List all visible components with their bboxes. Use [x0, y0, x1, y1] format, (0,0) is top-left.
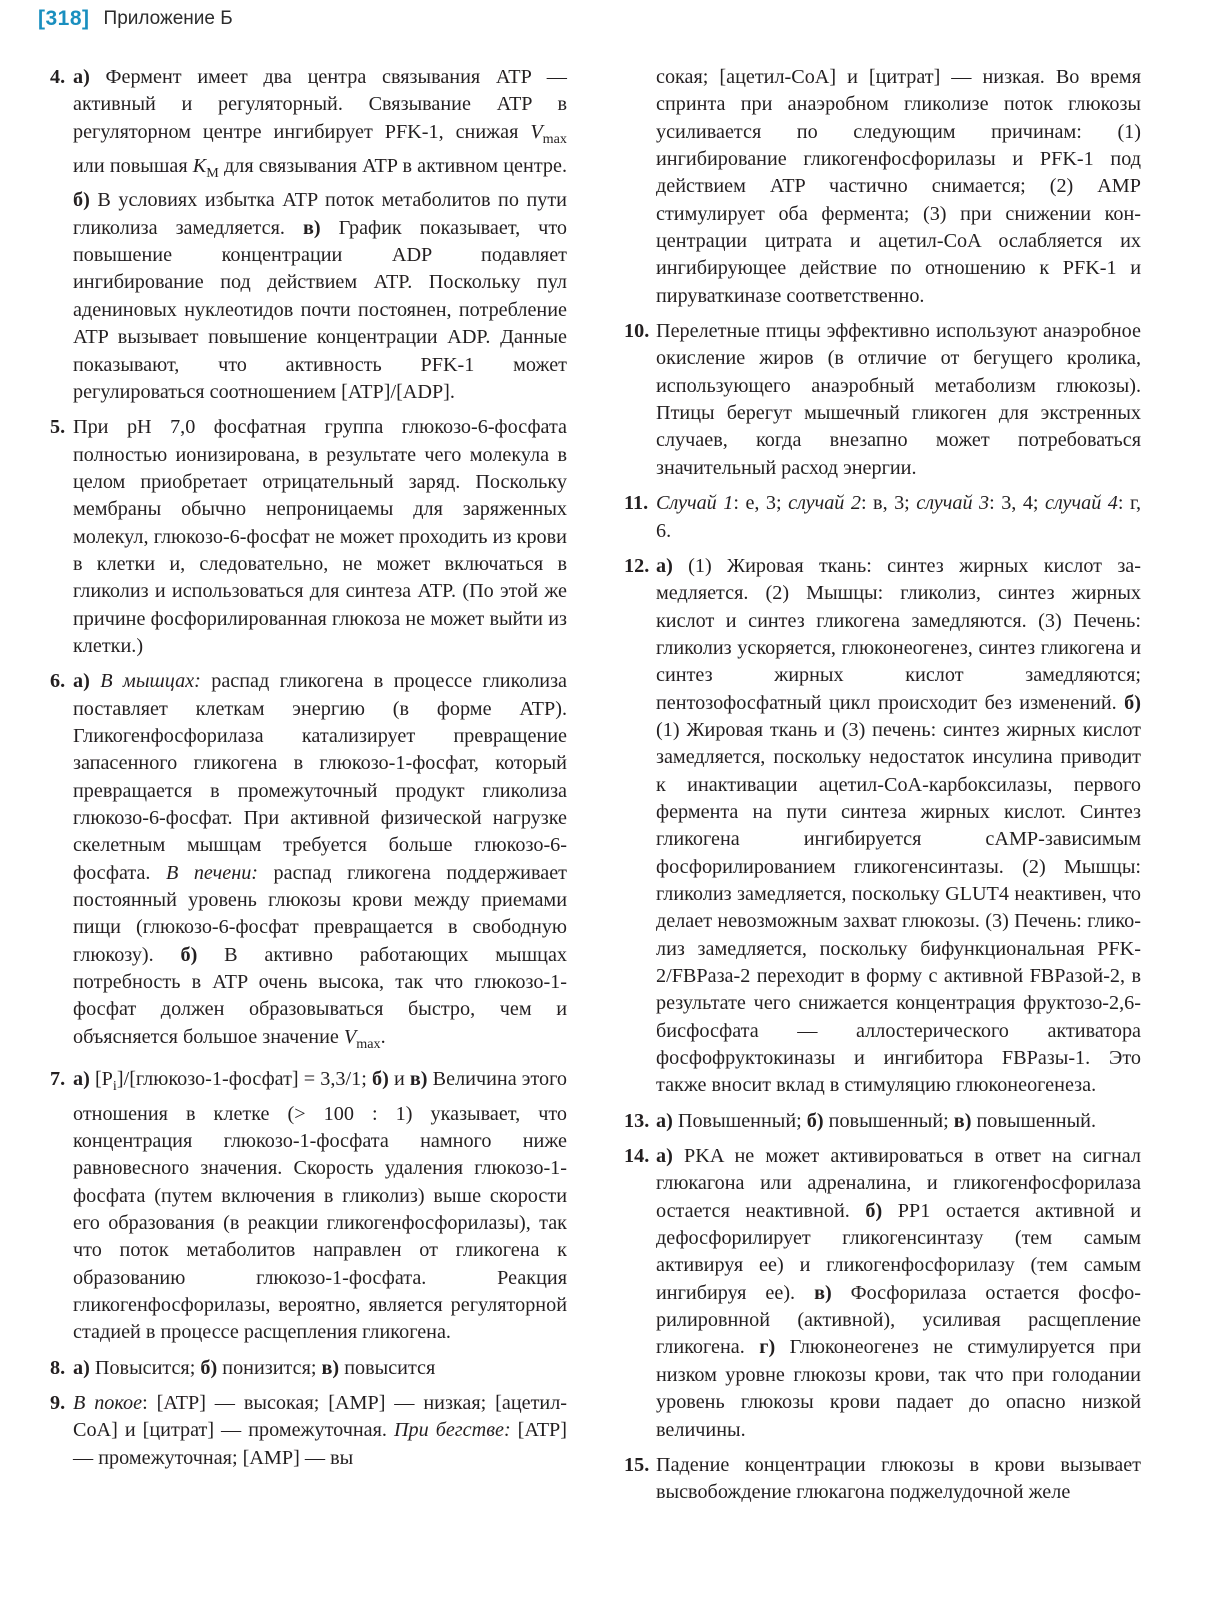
text-segment: Величина этого отношения в клетке (> 100 : 1) указывает, что концентрация глюкозо-1-фосфата намного ниже равновесного значения. Скорость удаления глюкозо-1-фосфата (путем включения в гликолиз) выше скорости его образования (в реакции гликогенфосфорилазы), так что поток метаболитов направлен от гликогена к образованию глюкозо-1-фосфата. Реакция гликогенфосфорилазы, вероятно, является регуляторной стадией в процессе расщепления гликогена. [73, 1068, 567, 1344]
text-segment: Фосфорилаза остается фосфорилировнной (активной), усиливая расщепление гликогена. [656, 1281, 1141, 1359]
text-segment: В активно работающих мышцах потребность в ATP очень высока, так что глюкозо-1-фосфат должен образовываться быстро, чем и объясняется большое значение [73, 943, 567, 1048]
answer-text [656, 1143, 1141, 1444]
text-segment: повышенный. [971, 1109, 1096, 1132]
text-segment: [ATP] — промежуточная; [AMP] — вы [73, 1419, 567, 1469]
text-segment: и [388, 1068, 410, 1091]
text-segment: max [542, 130, 567, 147]
text-segment: б) [371, 1068, 389, 1091]
answer-number: 7. [50, 1068, 66, 1091]
text-segment: распад гликогена поддерживает постоянный уровень глюкозы крови между приемами пищи (глюкозо-6-фосфат превращается в свободную глюкозу). [73, 861, 567, 966]
page-number: [318] [38, 7, 90, 30]
answer-text [73, 668, 567, 1058]
text-segment: а) [73, 66, 90, 88]
answer-item [624, 1143, 1141, 1444]
left-column [50, 64, 567, 1480]
answer-text [73, 64, 567, 406]
answer-text [656, 1452, 1141, 1507]
text-segment: Повысится; [89, 1356, 201, 1379]
answer-item [50, 1066, 567, 1346]
text-segment: V [530, 120, 543, 143]
text-segment: В условиях избытка ATP поток метаболитов по пути гликолиза замедляется. [73, 189, 567, 239]
text-segment: а) [73, 1356, 90, 1379]
page-header [38, 4, 233, 34]
text-segment: [P [89, 1068, 113, 1091]
answer-text [73, 414, 567, 660]
text-segment: б) [200, 1356, 218, 1379]
text-segment: K [192, 155, 207, 178]
answer-item [50, 64, 567, 406]
text-segment: (1) Жировая ткань: синтез жирных кислот замедляется. (2) Мышцы: гликолиз, синтез жирных кислот и синтез гликогена замедляются. (3) Печень: гликолиз ускоряется, глюконеогенез, синтез гликогена и синтез жирных кислот замедляются; пентозофосфатный цикл происходит без изменений. [656, 554, 1141, 714]
answer-number: 13. [624, 1109, 650, 1132]
text-segment: Повышенный; [672, 1109, 807, 1132]
answer-number: 10. [624, 320, 650, 343]
text-segment: б) [1124, 691, 1141, 714]
text-segment: в) [953, 1109, 972, 1132]
answer-text [73, 1355, 567, 1382]
text-segment: V [343, 1025, 357, 1048]
answer-item [50, 1390, 567, 1472]
text-segment: : 3, 4; [989, 492, 1046, 515]
text-segment: max [356, 1035, 381, 1052]
answer-text [73, 1390, 567, 1472]
text-segment: б) [806, 1109, 824, 1132]
text-segment: случай 4 [1045, 492, 1118, 515]
text-segment: или повышая [73, 155, 193, 178]
answer-number: 4. [50, 66, 66, 88]
answer-number: 11. [624, 492, 649, 515]
text-segment: а) [656, 554, 673, 577]
text-segment: PP1 остается активной и дефосфорилирует гликогенсинтазу (тем самым активируя ее) и гликогенфосфорилазу (тем самым ингибируя ее). [656, 1199, 1141, 1304]
answer-item [50, 1355, 567, 1382]
text-segment: в) [409, 1068, 428, 1091]
text-segment: В покое [73, 1391, 143, 1414]
answer-number: 5. [50, 416, 66, 439]
answer-text [656, 553, 1141, 1100]
answer-number: 12. [624, 554, 650, 577]
text-segment: распад гликогена в процессе гликолиза поставляет клеткам энергию (в форме ATP). Гликогенфосфорилаза катализирует превращение запасенного гликогена в глюкозо-1-фосфат, который превращается в промежуточный продукт гликолиза глюкозо-6-фосфат. При активной физической нагрузке скелетным мышцам требуется больше глюкозо-6-фосфата. [73, 670, 568, 884]
answer-item [624, 1452, 1141, 1507]
text-segment: В мышцах: [100, 670, 201, 693]
text-segment: : [ATP] — высокая; [AMP] — низкая; [ацетил-CoA] и [цитрат] — промежуточная. [73, 1391, 568, 1442]
text-segment: В печени: [165, 861, 259, 884]
text-segment: : е, 3; [733, 492, 789, 515]
text-segment: M [206, 165, 219, 182]
continuation-paragraph: сокая; [ацетил-CoA] и [цитрат] — низкая. Во время спринта при анаэробном гликолизе поток глюкозы усиливается по следующим причинам: (1) ингибирование гликогенфосфорилазы и PFK-1 под действием ATP частично снимается; (2) AMP стимулирует оба фермента; (3) при снижении концентрации цитрата и ацетил-CoA ослабляется их ингибирующее действие по отношению к PFK-1 и пируваткиназе соответственно. [656, 66, 1141, 307]
answer-item [624, 553, 1141, 1100]
answer-text [656, 490, 1141, 545]
text-segment: . [380, 1025, 386, 1048]
text-segment: : г, 6. [656, 492, 1141, 542]
text-segment: i [112, 1078, 117, 1095]
text-segment [90, 670, 100, 692]
text-segment: б) [865, 1199, 883, 1222]
answer-item [624, 318, 1141, 482]
text-segment: в) [321, 1356, 340, 1379]
answer-number: 6. [50, 670, 66, 693]
text-segment: График показывает, что повышение концентрации ADP подавляет ингибирование под действием ATP. Поскольку пул адениновых нуклеотидов почти постоянен, потребление ATP вызывает повышение концентрации ADP. Данные показывают, что активность PFK-1 может регулироваться соотношением [ATP]/[ADP]. [73, 216, 567, 403]
answer-number: 8. [50, 1356, 66, 1379]
text-segment: для связывания ATP в активном центре. [218, 155, 567, 178]
text-segment: а) [656, 1109, 673, 1132]
text-segment: ]/[глюкозо-1-фосфат] = 3,3/1; [116, 1068, 372, 1091]
answer-number: 15. [624, 1453, 650, 1476]
text-segment: (1) Жировая ткань и (3) печень: синтез жирных кислот замедляется, поскольку недостаток инсулина приводит к инактивации ацетил-CoA-карбоксилазы, первого фермента на пути синтеза жирных кислот. Синтез гликогена ингибируется cAMP-зависимым фосфорилированием гликогенсинтазы. (2) Мышцы: гликолиз замедляется, поскольку GLUT4 неактивен, что делает невозможным захват глюкозы. (3) Печень: гликолиз замедляется, поскольку бифункциональная PFK-2/FBPаза-2 переходит в форму с активной FBPазой-2, в результате чего снижается концентрация фруктозо-2,6-бисфосфата — аллостерического активатора фосфофруктокиназы и ингибитора FBPазы-1. Это также вносит вклад в стимуляцию глюконеогенеза. [656, 718, 1141, 1097]
text-segment: г) [759, 1336, 776, 1359]
text-segment: а) [73, 670, 90, 693]
text-segment: PKA не может активироваться в ответ на сигнал глюкагона или адреналина, и гликогенфосфорилаза остается неактивной. [656, 1145, 1141, 1222]
text-segment: Случай 1 [656, 492, 734, 515]
answer-text [656, 318, 1141, 482]
answer-number: 9. [50, 1391, 66, 1414]
text-segment: а) [73, 1068, 90, 1091]
right-column [624, 64, 1141, 1515]
text-segment: При бегстве: [393, 1419, 511, 1442]
text-segment: : в, 3; [860, 492, 917, 515]
text-segment: случай 3 [916, 492, 990, 515]
text-segment: б) [180, 943, 198, 966]
answer-text [73, 1066, 567, 1346]
answer-item [624, 490, 1141, 545]
answer-item [624, 1108, 1141, 1135]
text-segment: повышенный; [823, 1109, 954, 1132]
text-segment: Падение концентрации глюкозы в крови вызывает высвобождение глюкагона поджелудочной желе [656, 1453, 1141, 1504]
answer-number: 14. [624, 1145, 650, 1168]
text-segment: в) [814, 1281, 832, 1304]
text-segment: случай 2 [788, 492, 861, 515]
text-segment: При pH 7,0 фосфатная группа глюкозо-6-фосфата полностью ионизирована, в результате чего молекула в целом приобретает отрицательный заряд. Поскольку мембраны обычно непроницаемы для заряженных молекул, глюкозо-6-фосфат не может проходить из крови в клетки и, следовательно, не может включаться в гликолиз и использоваться для синтеза ATP. (По этой же причине фосфорилированная глюкоза не может выйти из клетки.) [73, 416, 567, 657]
text-segment: в) [302, 216, 321, 239]
text-segment: повысится [339, 1356, 436, 1379]
section-title: Приложение Б [103, 8, 233, 29]
text-segment: понизится; [217, 1356, 322, 1379]
answer-item [50, 414, 567, 660]
text-segment: Перелетные птицы эффективно используют анаэробное окисление жиров (в отличие от бегущего кролика, использующего анаэробный метаболизм глюкозы). Птицы берегут мышечный гликоген для экстренных случаев, когда внезапно может потребоваться значительный расход энергии. [656, 320, 1141, 479]
answer-item [50, 668, 567, 1058]
text-segment: Глюконеогенез не стимулируется при низком уровне глюкозы крови, так что при голодании уровень глюкозы крови падает до опасно низкой величины. [656, 1336, 1141, 1441]
text-segment: б) [73, 189, 90, 212]
answer-text [656, 1108, 1141, 1135]
text-segment: Фермент имеет два центра связывания ATP — активный и регуляторный. Связывание ATP в регуляторном центре ингибирует PFK-1, снижая [73, 66, 567, 143]
text-segment: а) [656, 1145, 673, 1168]
